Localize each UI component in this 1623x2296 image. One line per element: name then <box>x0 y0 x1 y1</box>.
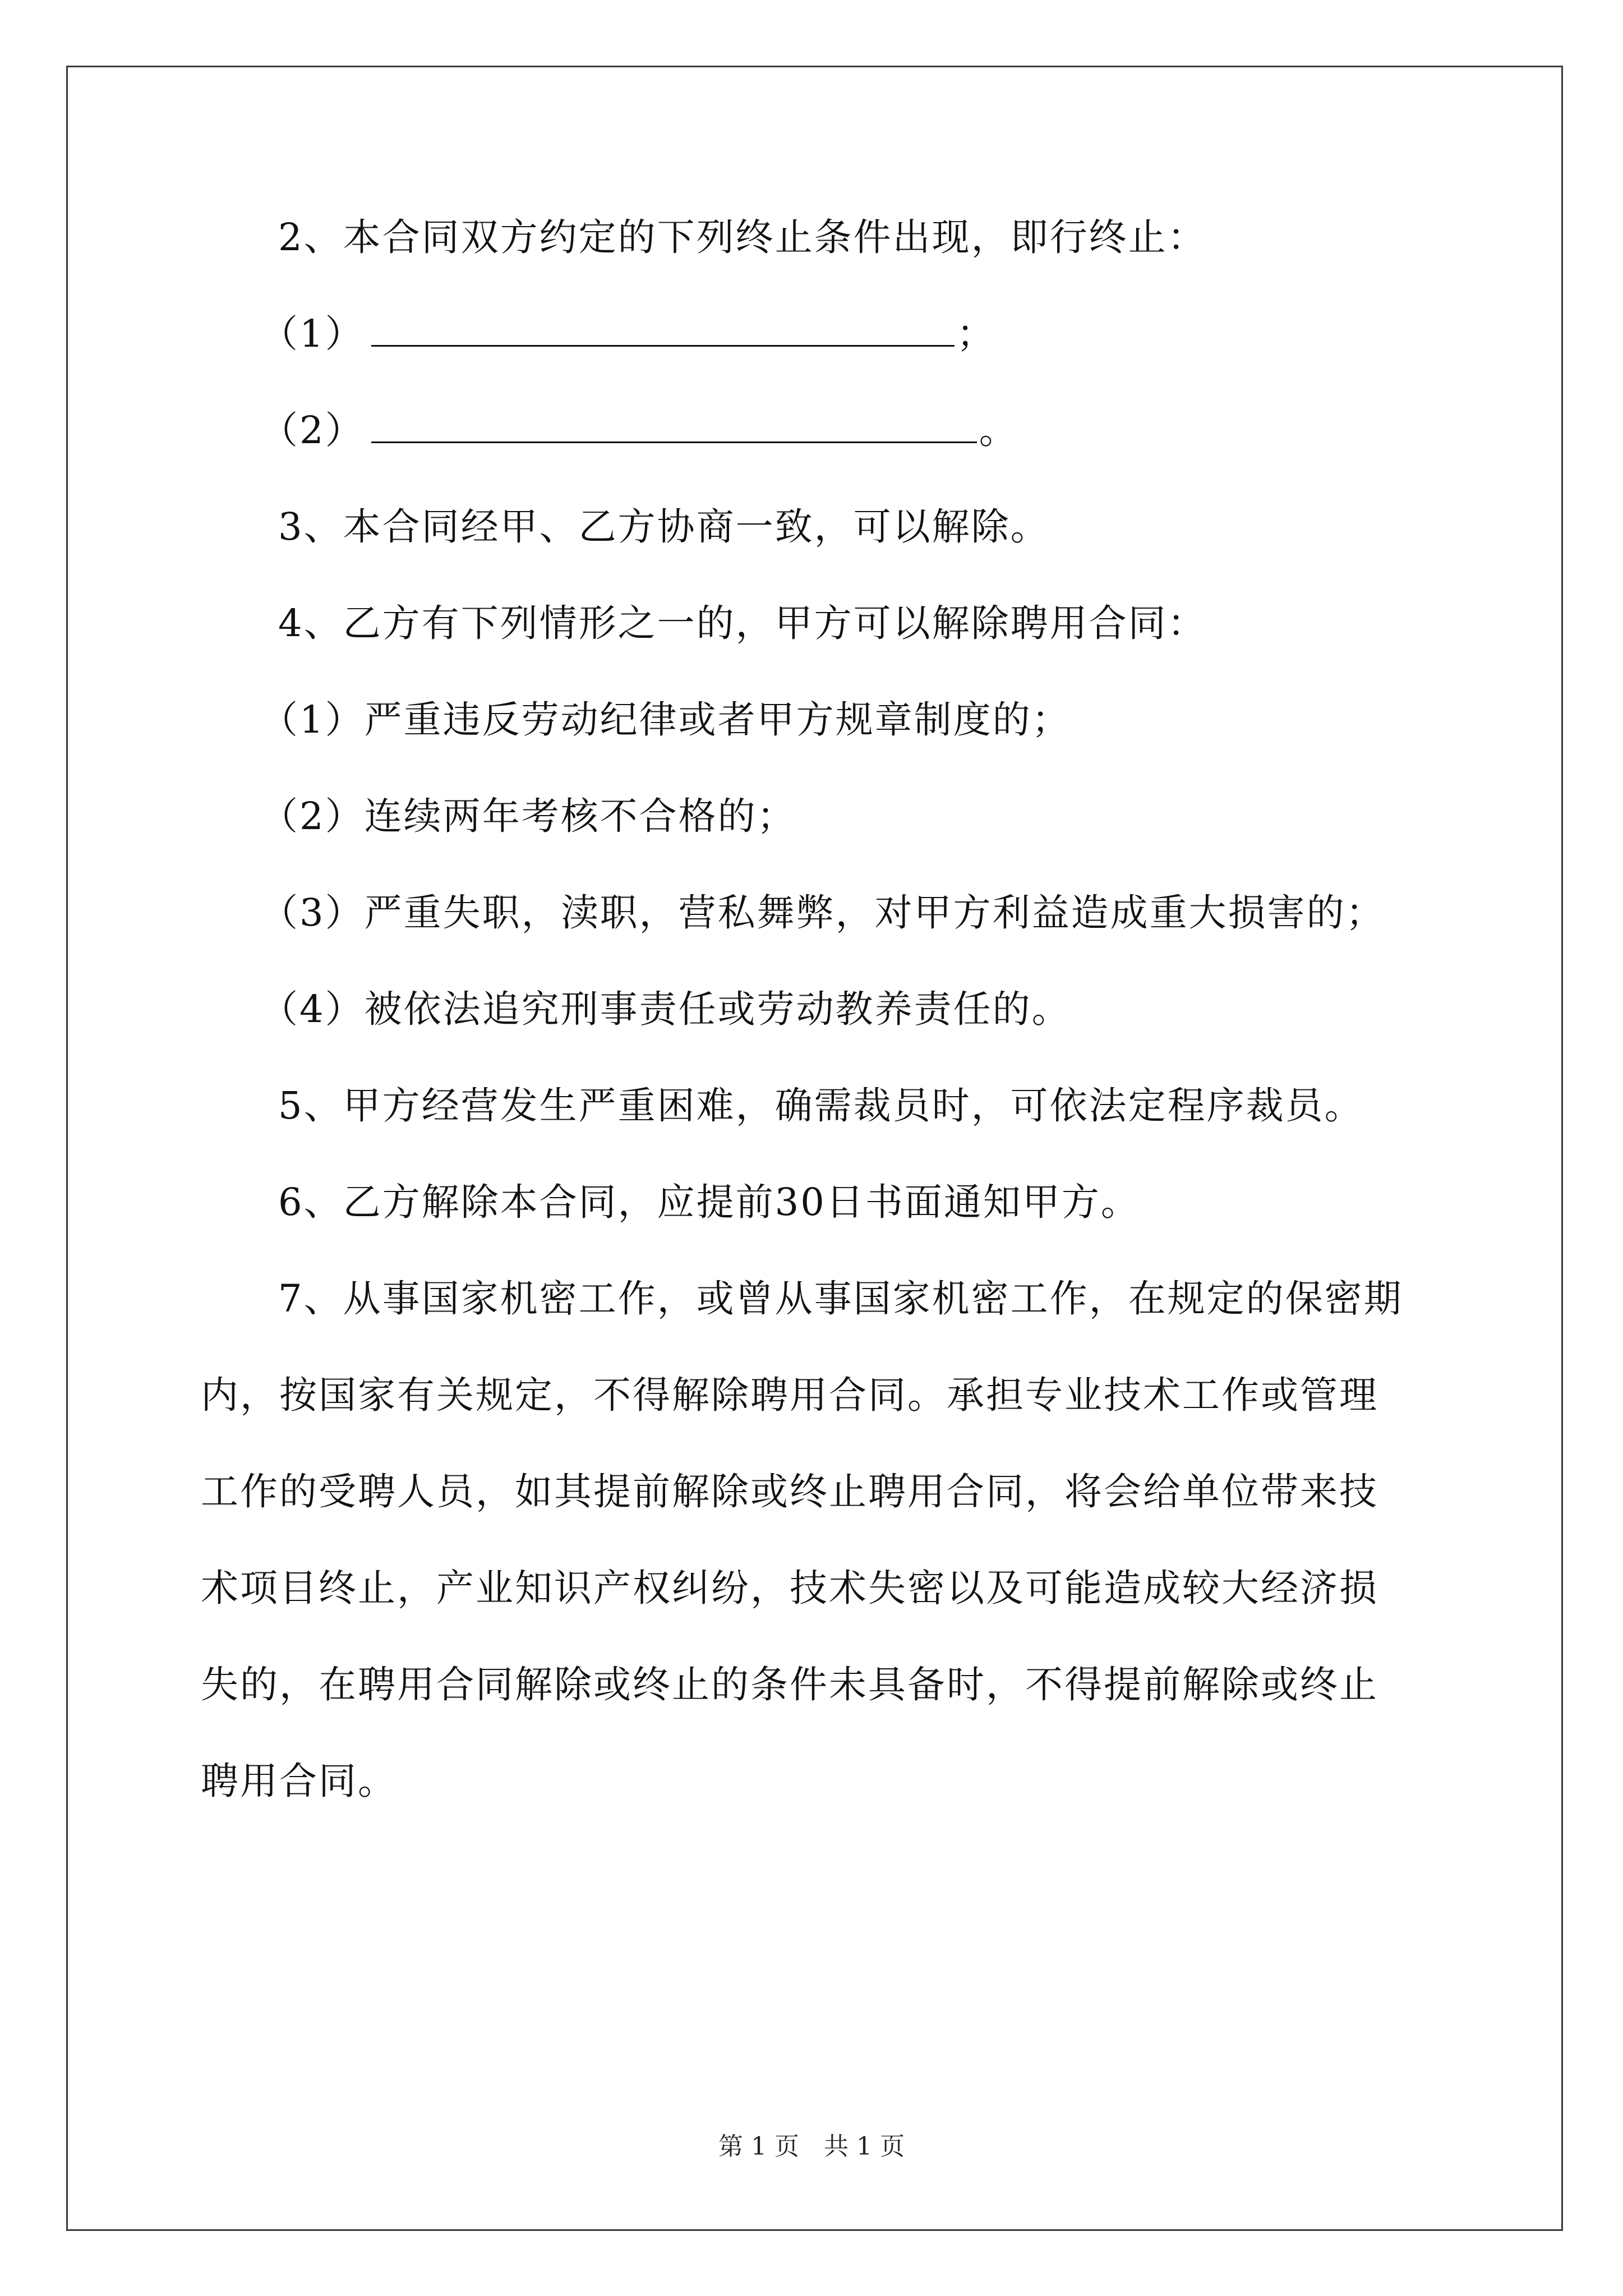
clause-4-item-4: （4）被依法追究刑事责任或劳动教养责任的。 <box>260 987 1071 1031</box>
clause-7-line: 聘用合同。 <box>201 1759 397 1803</box>
fill-in-blank-line <box>371 412 977 443</box>
clause-2: 2、本合同双方约定的下列终止条件出现，即行终止： <box>278 215 1207 259</box>
page-number-footer: 第 1 页 共 1 页 <box>718 2132 905 2161</box>
clause-7 <box>201 1277 1435 1859</box>
clause-3: 3、本合同经甲、乙方协商一致，可以解除。 <box>278 505 1050 549</box>
item-punctuation: 。 <box>979 408 1018 452</box>
item-punctuation: ； <box>956 312 996 356</box>
clause-7-line: 工作的受聘人员，如其提前解除或终止聘用合同，将会给单位带来技 <box>201 1470 1378 1513</box>
clause-7-line: 内，按国家有关规定，不得解除聘用合同。承担专业技术工作或管理 <box>201 1373 1378 1417</box>
clause-4-item-1: （1）严重违反劳动纪律或者甲方规章制度的； <box>260 698 1071 742</box>
clause-2-item-1 <box>201 312 996 356</box>
clause-7-line: 失的，在聘用合同解除或终止的条件未具备时，不得提前解除或终止 <box>201 1663 1378 1706</box>
clause-2-item-2 <box>201 408 1018 452</box>
clause-7-line: 术项目终止，产业知识产权纠纷，技术失密以及可能造成较大经济损 <box>201 1566 1378 1610</box>
page-border <box>66 66 1563 2231</box>
clause-5: 5、甲方经营发生严重困难，确需裁员时，可依法定程序裁员。 <box>278 1084 1364 1128</box>
clause-7-line: 7、从事国家机密工作，或曾从事国家机密工作，在规定的保密期 <box>278 1277 1403 1320</box>
clause-4: 4、乙方有下列情形之一的，甲方可以解除聘用合同： <box>278 601 1207 645</box>
clause-4-item-3: （3）严重失职，渎职，营私舞弊，对甲方利益造成重大损害的； <box>260 891 1385 935</box>
clause-4-item-2: （2）连续两年考核不合格的； <box>260 794 796 838</box>
item-number: （1） <box>260 312 365 356</box>
fill-in-blank-line <box>371 316 955 347</box>
clause-6: 6、乙方解除本合同，应提前30日书面通知甲方。 <box>278 1180 1140 1224</box>
item-number: （2） <box>260 408 365 452</box>
